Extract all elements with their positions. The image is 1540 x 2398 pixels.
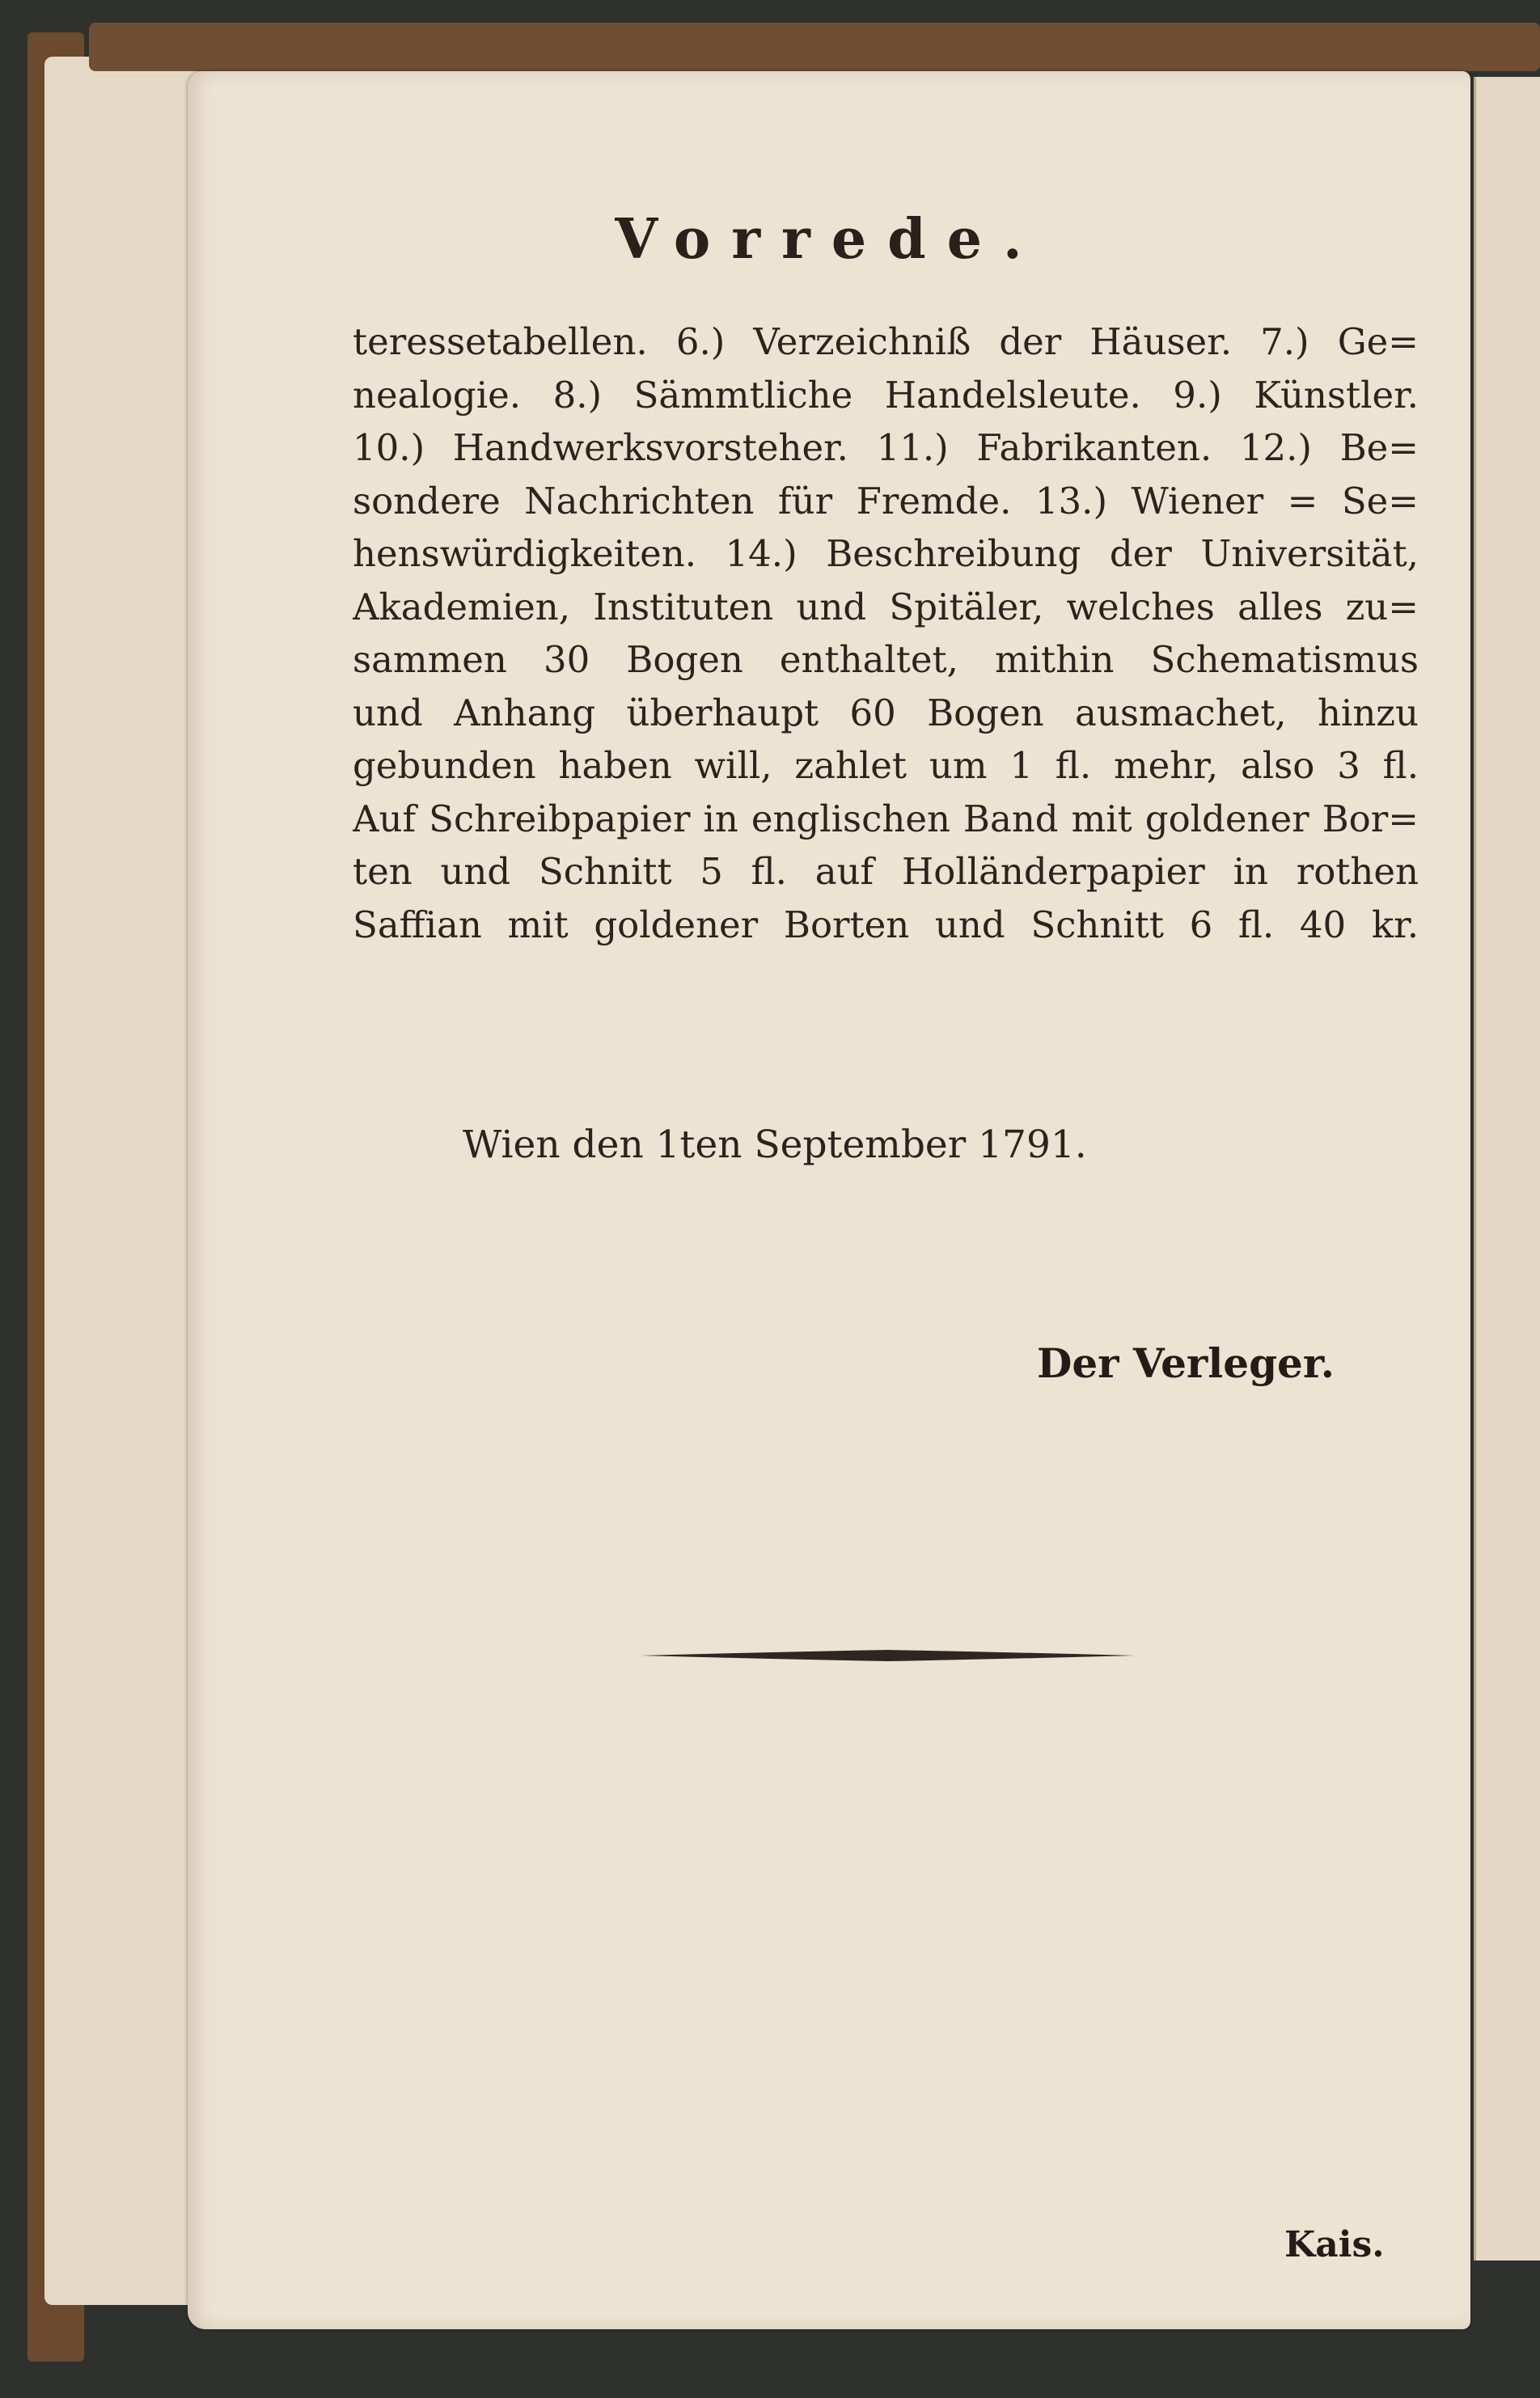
text-line: ten und Schnitt 5 fl. auf Holländerpapier in rothen [353, 850, 1419, 893]
text-line: Akademien, Instituten und Spitäler, welches alles zu= [353, 585, 1419, 628]
body-paragraph [353, 315, 1419, 951]
text-line: teressetabellen. 6.) Verzeichniß der Häuser. 7.) Ge= [353, 320, 1419, 363]
text-line: sammen 30 Bogen enthaltet, mithin Schematismus [353, 638, 1419, 681]
decorative-rule [641, 1647, 1136, 1664]
book-page [188, 71, 1470, 2329]
text-line: sondere Nachrichten für Fremde. 13.) Wiener = Se= [353, 479, 1419, 522]
book-top-edge [89, 23, 1540, 71]
publisher-signature: Der Verleger. [1037, 1339, 1335, 1387]
catchword: Kais. [1284, 2224, 1385, 2265]
text-line: und Anhang überhaupt 60 Bogen ausmachet, hinzu [353, 691, 1419, 734]
text-line: henswürdigkeiten. 14.) Beschreibung der Universität, [353, 532, 1419, 575]
text-line: 10.) Handwerksvorsteher. 11.) Fabrikanten. 12.) Be= [353, 426, 1419, 469]
text-line: gebunden haben will, zahlet um 1 fl. mehr, also 3 fl. [353, 744, 1419, 787]
text-line: Saffian mit goldener Borten und Schnitt 6 fl. 40 kr. [353, 903, 1419, 946]
date-line: Wien den 1ten September 1791. [463, 1123, 1087, 1167]
page-heading: Vorrede. [615, 207, 1043, 272]
facing-page-edge [1474, 77, 1540, 2261]
text-line: Auf Schreibpapier in englischen Band mit goldener Bor= [353, 797, 1419, 840]
text-line: nealogie. 8.) Sämmtliche Handelsleute. 9.) Künstler. [353, 373, 1419, 417]
